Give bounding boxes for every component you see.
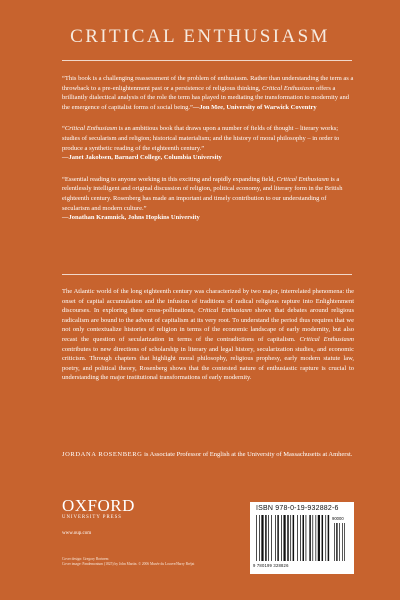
author-bio-text: is Associate Professor of English at the University of Massachusetts at Amherst. bbox=[142, 451, 353, 458]
description-title: Critical Enthusiasm bbox=[299, 335, 354, 343]
blurb bbox=[62, 124, 354, 162]
description-text: The Atlantic world of the long eighteenth century was characterized by two major, interrelated phenomena: the onset of capital accumulation and the infusion of traditions of radical religious rapture into Enlightenment discourses. In exploring these cross-pollinations, bbox=[62, 288, 354, 315]
barcode-addon-digits: 90000 bbox=[332, 516, 344, 521]
blurb-text: offers a brilliantly dialectical analysis of the role the term has played in mediating the transformation to modernity and the emergence of capitalist forms of social being.” bbox=[62, 84, 349, 111]
blurb-text: “ bbox=[62, 125, 65, 133]
publisher-name: OXFORD bbox=[62, 496, 135, 515]
publisher-subtitle: UNIVERSITY PRESS bbox=[62, 515, 122, 520]
cover-image-credit: Cover image: Pandemonium (1825) by John Martin. © 2006 Musée du Louvre/Harry Bréjat bbox=[62, 562, 195, 566]
blurb-source: —Janet Jakobsen, Barnard College, Columbia University bbox=[62, 154, 222, 162]
isbn-label: ISBN 978-0-19-932882-6 bbox=[256, 505, 339, 512]
blurb-text: “This book is a challenging reassessment of the problem of enthusiasm. Rather than understanding the term as a throwback to a pre-enlightenment past or a persistence of religious thinking, bbox=[62, 75, 354, 92]
author-bio bbox=[62, 450, 354, 460]
author-name: JORDANA ROSENBERG bbox=[62, 451, 143, 458]
blurb-source: —Jon Mee, University of Warwick Coventry bbox=[192, 103, 317, 111]
publisher-url: www.oup.com bbox=[62, 531, 92, 536]
publisher-logo bbox=[62, 496, 135, 520]
blurb bbox=[62, 175, 354, 223]
blurb bbox=[62, 74, 354, 112]
description-title: Critical Enthusiasm bbox=[198, 307, 252, 315]
barcode-icon bbox=[256, 515, 348, 563]
cover-design-credit: Cover design: Gregory Bortnem bbox=[62, 557, 109, 561]
blurbs bbox=[62, 74, 354, 235]
blurb-text: “Essential reading to anyone working in this exciting and rapidly expanding field, bbox=[62, 175, 277, 183]
blurb-title: Critical Enthusiasm bbox=[276, 175, 329, 183]
bottom-divider bbox=[62, 274, 352, 275]
book-title: CRITICAL ENTHUSIASM bbox=[70, 26, 330, 47]
book-description bbox=[62, 287, 354, 383]
cover-credits bbox=[62, 557, 194, 567]
barcode-digits: 9 780199 328826 bbox=[253, 563, 289, 568]
blurb-text: is an ambitious book that draws upon a number of fields of thought – literary works; studies of secularism and religion; historical materialism; and the history of moral philosophy – in order to produce a synthetic reading of the eighteenth century.” bbox=[62, 125, 340, 152]
description-text: shows that debates around religious radicalism are bound to the advent of capitalism at its very root. To understand the period thus requires that we not only contextualize histories of religion in terms of the economic landscape of early modernity, but also recast the question of secularization in terms of the contradictions of capitalism. bbox=[62, 307, 354, 343]
blurb-text: is a relentlessly intelligent and original discussion of religion, political economy, and literary form in the British eighteenth century. Rosenberg has made an important and timely contribution to our understanding of secularism and modern culture.” bbox=[62, 175, 343, 212]
barcode-box bbox=[250, 502, 354, 574]
blurb-source: —Jonathan Kramnick, Johns Hopkins University bbox=[62, 214, 200, 222]
blurb-title: Critical Enthusiasm bbox=[262, 84, 315, 92]
blurb-title: Critical Enthusiasm bbox=[64, 125, 118, 133]
top-divider bbox=[62, 60, 352, 61]
description-text: contributes to new directions of scholarship in literary and legal history, secularization studies, and economic criticism. Through chapters that highlight moral philosophy, religious prophesy, early modern statute law, poetry, and political theory, Rosenberg shows that the contested nature of enthusiastic rapture is crucial to understanding the major institutional transformations of early modernity. bbox=[62, 345, 354, 382]
